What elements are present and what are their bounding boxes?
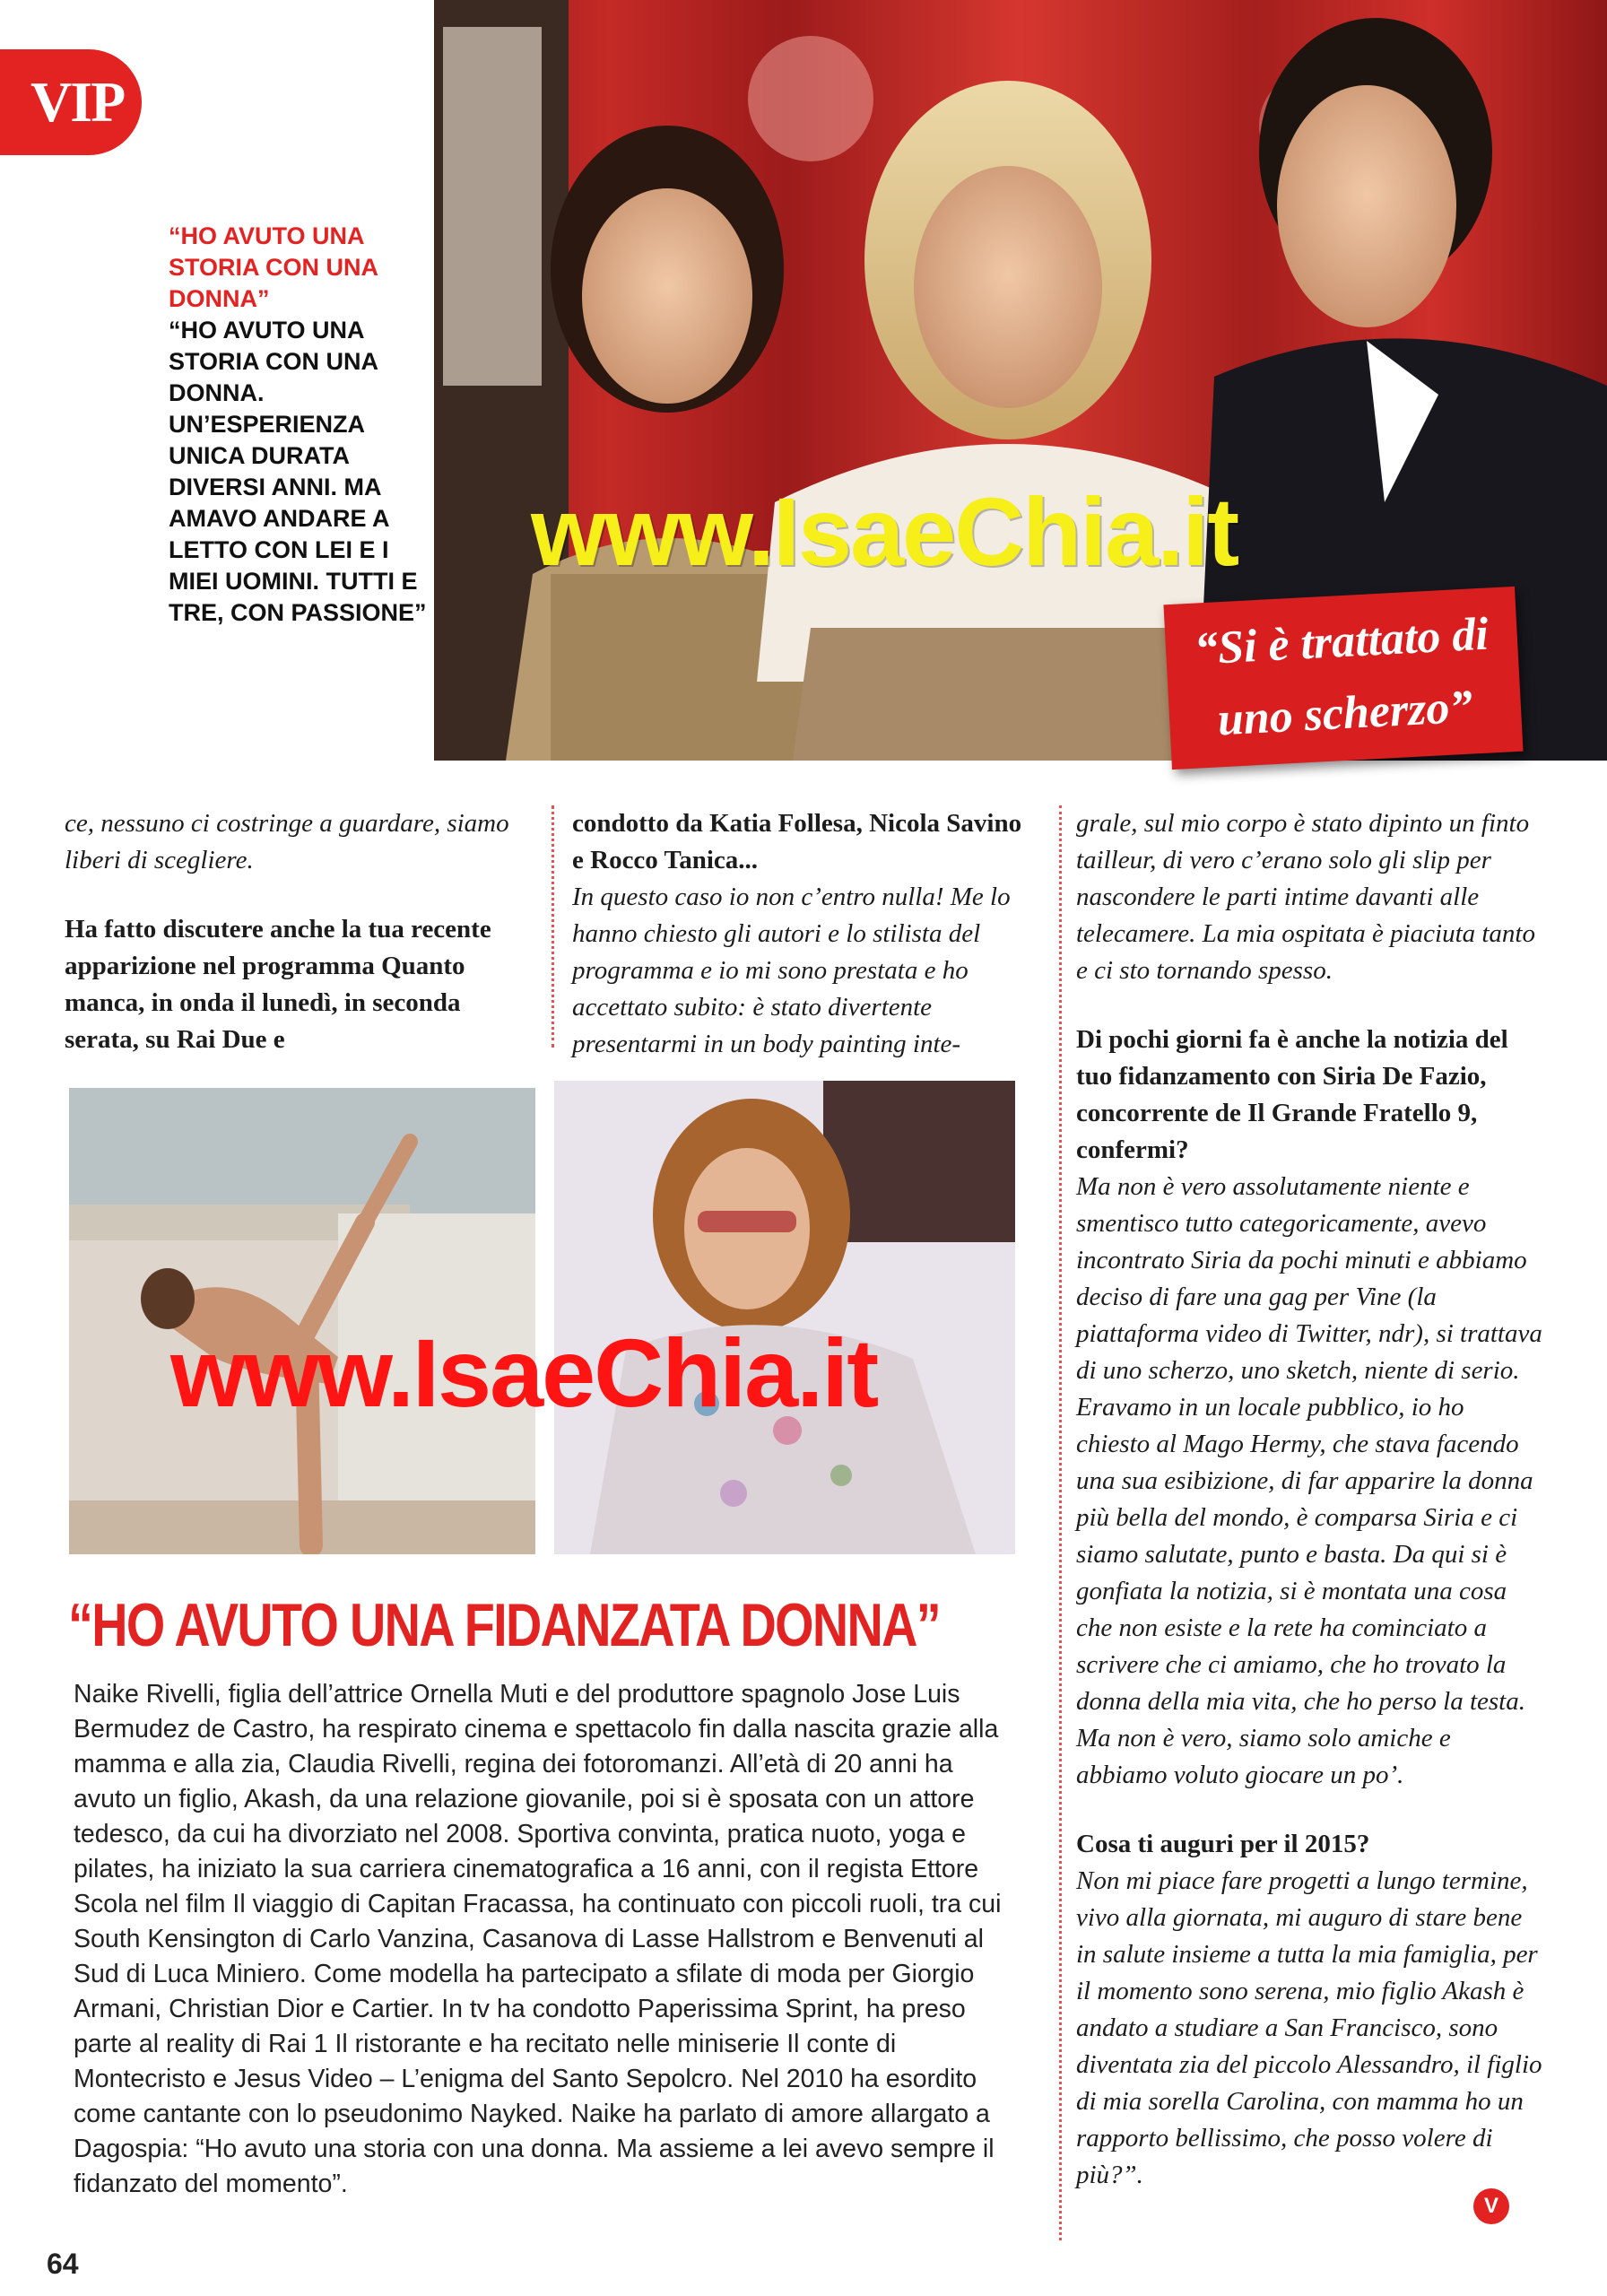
article-column-middle [572,805,1038,1063]
answer-text: Non mi piace fare progetti a lungo termine, vivo alla giornata, mi auguro di stare bene in salute insieme a tutta la mia famiglia, per il momento sono serena, mio figlio Akash è andato a studiare a San Francisco, sono diventata zia del piccolo Alessandro, il figlio di mia sorella Carolina, con mamma ho un rapporto bellissimo, che posso volere di più?”. [1076,1866,1542,2189]
pull-quote [169,221,438,629]
photo-caption: “Si è trattato di uno scherzo” [1163,587,1523,770]
page-number: 64 [47,2248,79,2280]
bio-text: Naike Rivelli, figlia dell’attrice Ornella Muti e del produttore spagnolo Jose Luis Bermudez de Castro, ha respirato cinema e spettacolo fin dalla nascita grazie alla mamma e alla zia, Claudia Rivelli, regina dei fotoromanzi. All’età di 20 anni ha avuto un figlio, Akash, da una relazione giovanile, poi si è sposata con un attore tedesco, da cui ha divorziato nel 2008. Sportiva convinta, pratica nuoto, yoga e pilates, ha iniziato la sua carriera cinematografica a 16 anni, con il regista Ettore Scola nel film Il viaggio di Capitan Fracassa, ha continuato con piccoli ruoli, tra cui South Kensington di Carlo Vanzina, Casanova di Lasse Hallstrom e Benvenuti al Sud di Luca Miniero. Come modella ha partecipato a sfilate di moda per Giorgio Armani, Christian Dior e Cartier. In tv ha condotto Paperissima Sprint, ha preso parte al reality di Rai 1 Il ristorante e ha recitato nelle miniserie Il conte di Montecristo e Jesus Video – L’enigma del Santo Sepolcro. Nel 2010 ha esordito come cantante con lo pseudonimo Nayked. Naike ha parlato di amore allargato a Dagospia: “Ho avuto una storia con una donna. Ma assieme a lei avevo sempre il fidanzato del momento”. [74,1680,1002,2198]
pull-quote-body: “HO AVUTO UNA STORIA CON UNA DONNA. UN’ESPERIENZA UNICA DURATA DIVERSI ANNI. MA AMAVO ANDARE A LETTO CON LEI E I MIEI UOMINI. TUTTI E TRE, CON PASSIONE” [169,317,427,626]
section-headline: “HO AVUTO UNA FIDANZATA DONNA” [68,1591,940,1659]
question-text: condotto da Katia Follesa, Nicola Savino e Rocco Tanica... [572,809,1022,874]
article-column-right [1076,805,1542,2194]
answer-text: grale, sul mio corpo è stato dipinto un finto tailleur, di vero c’erano solo gli slip per nascondere le parti intime davanti alle telecamere. La mia ospitata è piaciuta tanto e ci sto tornando spesso. [1076,809,1535,985]
answer-text: ce, nessuno ci costringe a guardare, siamo liberi di scegliere. [65,809,509,874]
answer-text: In questo caso io non c’entro nulla! Me lo hanno chiesto gli autori e lo stilista del programma e io mi sono prestata e ho accettato subito: è stato divertente presentarmi in un body painting inte- [572,883,1011,1058]
end-of-article-icon: V [1473,2188,1509,2224]
question-text: Ha fatto discutere anche la tua recente apparizione nel programma Quanto manca, in onda il lunedì, in seconda serata, su Rai Due e [65,915,491,1054]
column-divider [1059,805,1062,2240]
column-divider [552,805,554,1048]
question-text: Di pochi giorni fa è anche la notizia del tuo fidanzamento con Siria De Fazio, concorrente de Il Grande Fratello 9, confermi? [1076,1025,1508,1164]
watermark-middle: www.IsaeChia.it [170,1318,878,1427]
question-text: Cosa ti auguri per il 2015? [1076,1830,1370,1858]
answer-text: Ma non è vero assolutamente niente e smentisco tutto categoricamente, avevo incontrato Siria da pochi minuti e abbiamo deciso di fare una gag per Vine (la piattaforma video di Twitter, ndr), si trattava di uno scherzo, uno sketch, niente di serio. Eravamo in un locale pubblico, io ho chiesto al Mago Hermy, che stava facendo una sua esibizione, di far apparire la donna più bella del mondo, è comparsa Siria e ci siamo salutate, punto e basta. Da qui si è gonfiata la notizia, si è montata una cosa che non esiste e la rete ha cominciato a scrivere che ci amiamo, che ho trovato la donna della mia vita, che ho perso la testa. Ma non è vero, siamo solo amiche e abbiamo voluto giocare un po’. [1076,1172,1542,1789]
article-column-left [65,805,531,1091]
magazine-logo: VIP [0,49,142,155]
watermark-top: www.IsaeChia.it [531,477,1238,586]
pull-quote-title: “HO AVUTO UNA STORIA CON UNA DONNA” [169,222,378,312]
